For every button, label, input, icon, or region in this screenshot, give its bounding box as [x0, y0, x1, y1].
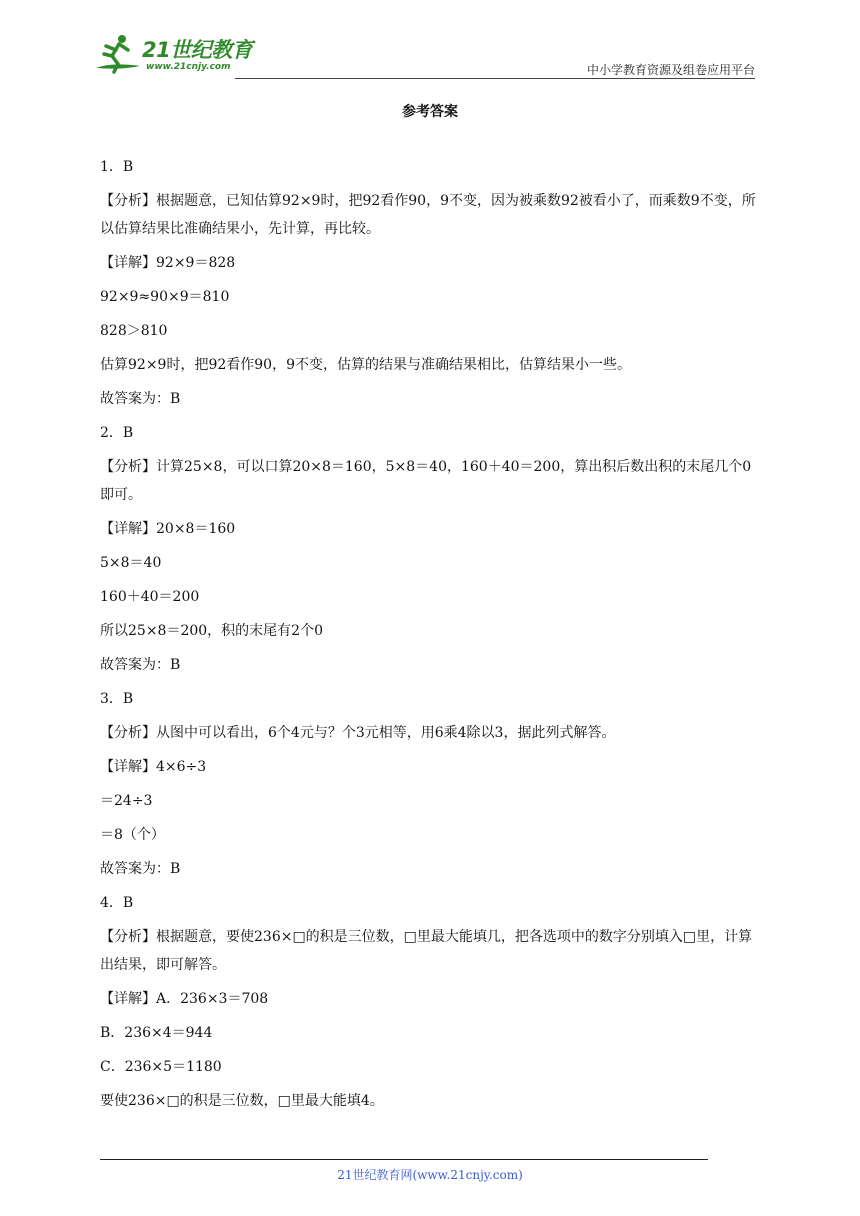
answer-line: 估算92×9时，把92看作90，9不变，估算的结果与准确结果相比，估算结果小一些。	[100, 357, 631, 373]
answer-line: 【分析】根据题意，要使236×□的积是三位数，□里最大能填几，把各选项中的数字分别填入□里，计算出结果，即可解答。	[100, 929, 753, 973]
answer-line: ＝8（个）	[100, 827, 165, 843]
logo-text: 21世纪教育	[142, 38, 253, 62]
answer-line: C．236×5＝1180	[100, 1059, 222, 1075]
answer-line: 【分析】根据题意，已知估算92×9时，把92看作90，9不变，因为被乘数92被看小了，而乘数9不变，所以估算结果比准确结果小，先计算，再比较。	[100, 193, 756, 237]
answer-content	[100, 150, 765, 1118]
answer-line: 【分析】计算25×8，可以口算20×8＝160，5×8＝40，160＋40＝200，算出积后数出积的末尾几个0即可。	[100, 459, 752, 503]
answer-line: 160＋40＝200	[100, 589, 200, 605]
answer-line: 故答案为：B	[100, 391, 181, 407]
answer-line: 所以25×8＝200，积的末尾有2个0	[100, 623, 323, 639]
answer-line: 故答案为：B	[100, 861, 181, 877]
answer-line: 92×9≈90×9＝810	[100, 289, 230, 305]
running-figure-icon	[92, 32, 144, 76]
answer-line: 2．B	[100, 425, 134, 441]
answer-line: 4．B	[100, 895, 134, 911]
answer-line: 1．B	[100, 159, 134, 175]
answer-line: ＝24÷3	[100, 793, 153, 809]
answer-line: 828＞810	[100, 323, 168, 339]
site-logo[interactable]	[92, 30, 262, 80]
answer-line: 5×8＝40	[100, 555, 162, 571]
page-title: 参考答案	[402, 104, 458, 120]
page-header	[0, 0, 860, 90]
answer-line: 3．B	[100, 691, 134, 707]
answer-line: 【分析】从图中可以看出，6个4元与？个3元相等，用6乘4除以3，据此列式解答。	[100, 725, 616, 741]
answer-line: 【详解】92×9＝828	[100, 255, 236, 271]
answer-line: 【详解】4×6÷3	[100, 759, 207, 775]
header-divider	[235, 78, 755, 79]
answer-line: B．236×4＝944	[100, 1025, 213, 1041]
answer-line: 【详解】A．236×3＝708	[100, 991, 269, 1007]
answer-line: 要使236×□的积是三位数，□里最大能填4。	[100, 1093, 384, 1109]
logo-url: www.21cnjy.com	[146, 62, 231, 72]
answer-line: 故答案为：B	[100, 657, 181, 673]
header-tagline: 中小学教育资源及组卷应用平台	[586, 63, 755, 77]
answer-line: 【详解】20×8＝160	[100, 521, 236, 537]
footer-divider	[100, 1159, 708, 1160]
footer-link[interactable]: 21世纪教育网(www.21cnjy.com)	[337, 1168, 523, 1182]
